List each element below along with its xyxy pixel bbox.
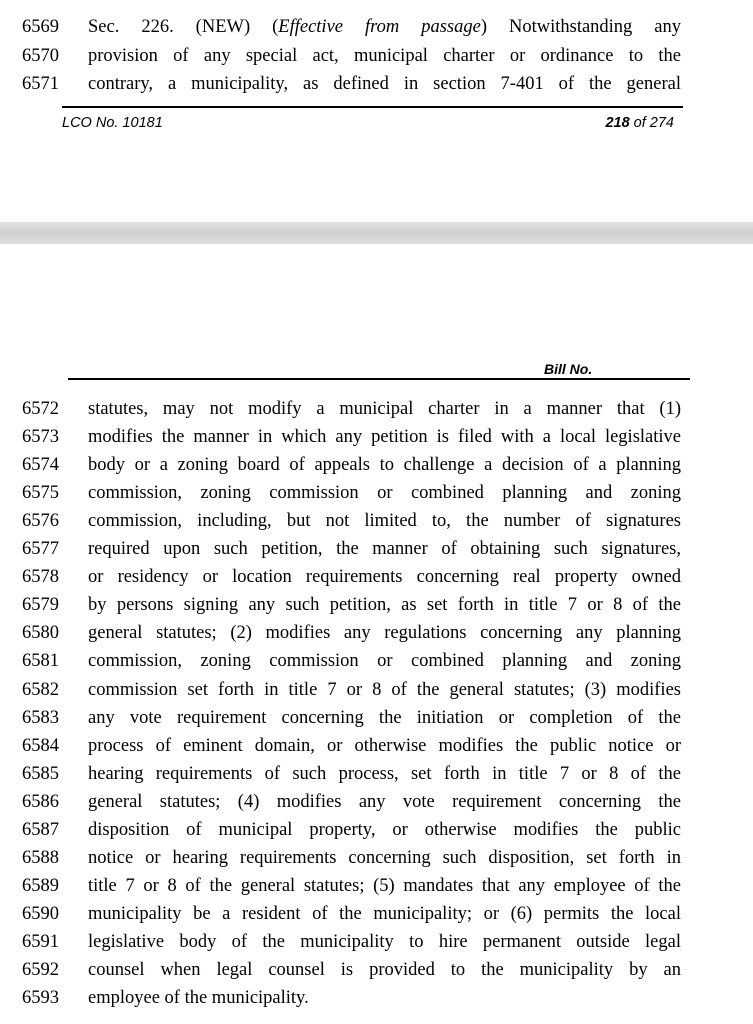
line-text: notice or hearing requirements concerning such disposition, set forth in [88,847,681,868]
text-line [0,42,753,70]
text-line [0,619,753,647]
text-line [0,479,753,507]
line-text: commission, including, but not limited to, the number of signatures [88,511,681,532]
line-number: 6577 [22,539,59,560]
line-number: 6579 [22,595,59,616]
line-number: 6591 [22,931,59,952]
line-number: 6583 [22,707,59,728]
text-line [0,563,753,591]
line-number: 6570 [22,46,59,66]
line-text: disposition of municipal property, or otherwise modifies the public [88,819,681,840]
text-line [0,704,753,732]
text-line [0,956,753,984]
line-number: 6581 [22,651,59,672]
line-text: legislative body of the municipality to hire permanent outside legal [88,931,681,952]
text-line [0,395,753,423]
line-number: 6588 [22,847,59,868]
bill-number-label: Bill No. [544,361,593,377]
line-text: counsel when legal counsel is provided to the municipality by an [88,960,681,980]
line-text: commission set forth in title 7 or 8 of the general statutes; (3) modifies [88,679,681,700]
lco-number: LCO No. 10181 [62,115,163,131]
line-number: 6575 [22,483,59,504]
line-text: statutes, may not modify a municipal charter in a manner that (1) [88,399,681,419]
line-number: 6572 [22,399,59,419]
text-line [0,647,753,675]
line-text: hearing requirements of such process, set forth in title 7 or 8 of the [88,763,681,784]
line-number: 6589 [22,875,59,896]
text-line [0,535,753,563]
text-line [0,816,753,844]
text-line [0,591,753,619]
text-line [0,423,753,451]
page-separator [0,222,753,244]
line-number: 6576 [22,511,59,532]
line-text: contrary, a municipality, as defined in section 7-401 of the general [88,74,681,94]
line-number: 6573 [22,427,59,448]
line-text: any vote requirement concerning the initiation or completion of the [88,707,681,728]
page-footer [62,115,674,135]
line-number: 6584 [22,735,59,756]
line-text: required upon such petition, the manner of obtaining such signatures, [88,539,681,560]
line-number: 6569 [22,17,59,37]
line-number: 6578 [22,567,59,588]
line-text: by persons signing any such petition, as set forth in title 7 or 8 of the [88,595,681,616]
line-text: commission, zoning commission or combined planning and zoning [88,651,681,672]
line-number: 6586 [22,791,59,812]
line-text: or residency or location requirements concerning real property owned [88,567,681,588]
line-number: 6590 [22,903,59,924]
line-number: 6580 [22,623,59,644]
line-text: modifies the manner in which any petition is filed with a local legislative [88,427,681,448]
line-number: 6587 [22,819,59,840]
line-text: body or a zoning board of appeals to challenge a decision of a planning [88,455,681,476]
text-line [0,788,753,816]
line-text: general statutes; (2) modifies any regulations concerning any planning [88,623,681,644]
header-rule [68,378,690,380]
line-number: 6585 [22,763,59,784]
line-number: 6592 [22,960,59,980]
line-number: 6593 [22,988,59,1009]
text-line [0,844,753,872]
page-total: of 274 [633,115,674,131]
text-line [0,13,753,41]
text-line [0,732,753,760]
text-line [0,872,753,900]
line-text [88,13,681,41]
section-heading-text: Sec. 226. (NEW) (Effective from passage) Notwithstanding any [88,17,681,37]
text-line [0,928,753,956]
line-text: process of eminent domain, or otherwise modifies the public notice or [88,735,681,756]
page-current: 218 [605,115,630,131]
line-number: 6582 [22,679,59,700]
line-text: provision of any special act, municipal charter or ordinance to the [88,46,681,66]
line-number: 6571 [22,74,59,94]
page-number [605,115,674,131]
line-text: employee of the municipality. [88,988,309,1009]
text-line [0,900,753,928]
line-text: commission, zoning commission or combined planning and zoning [88,483,681,504]
text-line [0,984,753,1012]
line-text: municipality be a resident of the municipality; or (6) permits the local [88,903,681,924]
text-line [0,451,753,479]
footer-rule [62,106,683,108]
text-line [0,507,753,535]
text-line [0,70,753,98]
text-line [0,676,753,704]
line-text: title 7 or 8 of the general statutes; (5) mandates that any employee of the [88,875,681,896]
line-text: general statutes; (4) modifies any vote requirement concerning the [88,791,681,812]
text-line [0,760,753,788]
line-number: 6574 [22,455,59,476]
